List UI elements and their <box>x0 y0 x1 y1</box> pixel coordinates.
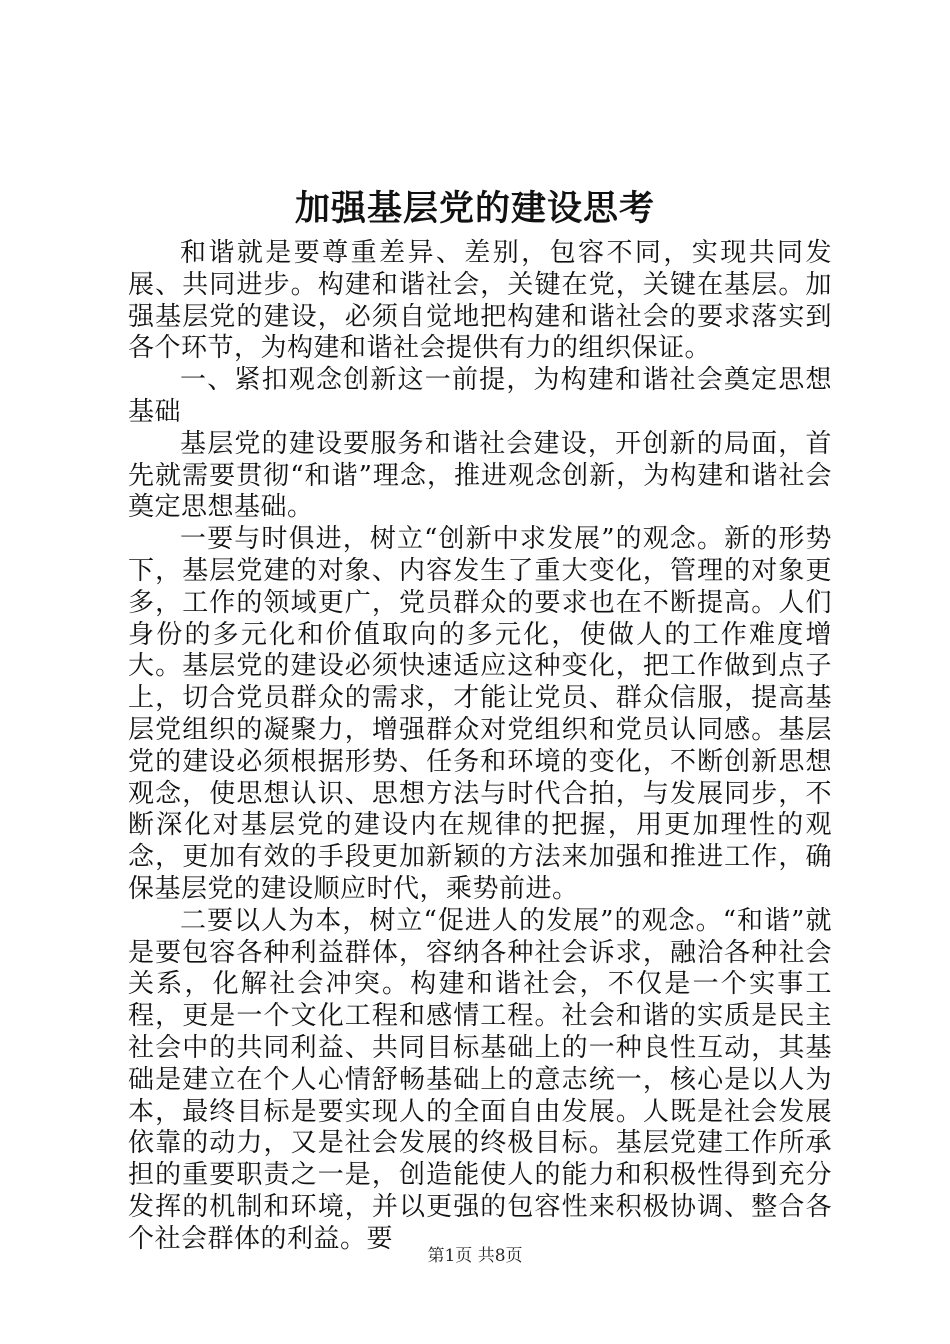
paragraph-section-1-intro: 基层党的建设要服务和谐社会建设，开创新的局面，首先就需要贯彻“和谐”理念，推进观念创新，为构建和谐社会奠定思想基础。 <box>128 428 832 523</box>
paragraph-intro: 和谐就是要尊重差异、差别，包容不同，实现共同发展、共同进步。构建和谐社会，关键在党，关键在基层。加强基层党的建设，必须自觉地把构建和谐社会的要求落实到各个环节，为构建和谐社会提供有力的组织保证。 <box>128 238 832 364</box>
paragraph-point-1: 一要与时俱进，树立“创新中求发展”的观念。新的形势下，基层党建的对象、内容发生了重大变化，管理的对象更多，工作的领域更广，党员群众的要求也在不断提高。人们身份的多元化和价值取向的多元化，使做人的工作难度增大。基层党的建设必须快速适应这种变化，把工作做到点子上，切合党员群众的需求，才能让党员、群众信服，提高基层党组织的凝聚力，增强群众对党组织和党员认同感。基层党的建设必须根据形势、任务和环境的变化，不断创新思想观念，使思想认识、思想方法与时代合拍，与发展同步，不断深化对基层党的建设内在规律的把握，用更加理性的观念，更加有效的手段更加新颖的方法来加强和推进工作，确保基层党的建设顺应时代，乘势前进。 <box>128 524 832 904</box>
section-heading-1: 一、紧扣观念创新这一前提，为构建和谐社会奠定思想基础 <box>128 365 832 427</box>
page-footer: 第1页 共8页 <box>427 1246 523 1266</box>
document-body <box>128 238 832 1256</box>
paragraph-point-2: 二要以人为本，树立“促进人的发展”的观念。“和谐”就是要包容各种利益群体，容纳各种社会诉求，融洽各种社会关系，化解社会冲突。构建和谐社会，不仅是一个实事工程，更是一个文化工程和感情工程。社会和谐的实质是民主社会中的共同利益、共同目标基础上的一种良性互动，其基础是建立在个人心情舒畅基础上的意志统一，核心是以人为本，最终目标是要实现人的全面自由发展。人既是社会发展依靠的动力，又是社会发展的终极目标。基层党建工作所承担的重要职责之一是，创造能使人的能力和积极性得到充分发挥的机制和环境，并以更强的包容性来积极协调、整合各个社会群体的利益。要 <box>128 905 832 1254</box>
document-title: 加强基层党的建设思考 <box>294 188 655 229</box>
